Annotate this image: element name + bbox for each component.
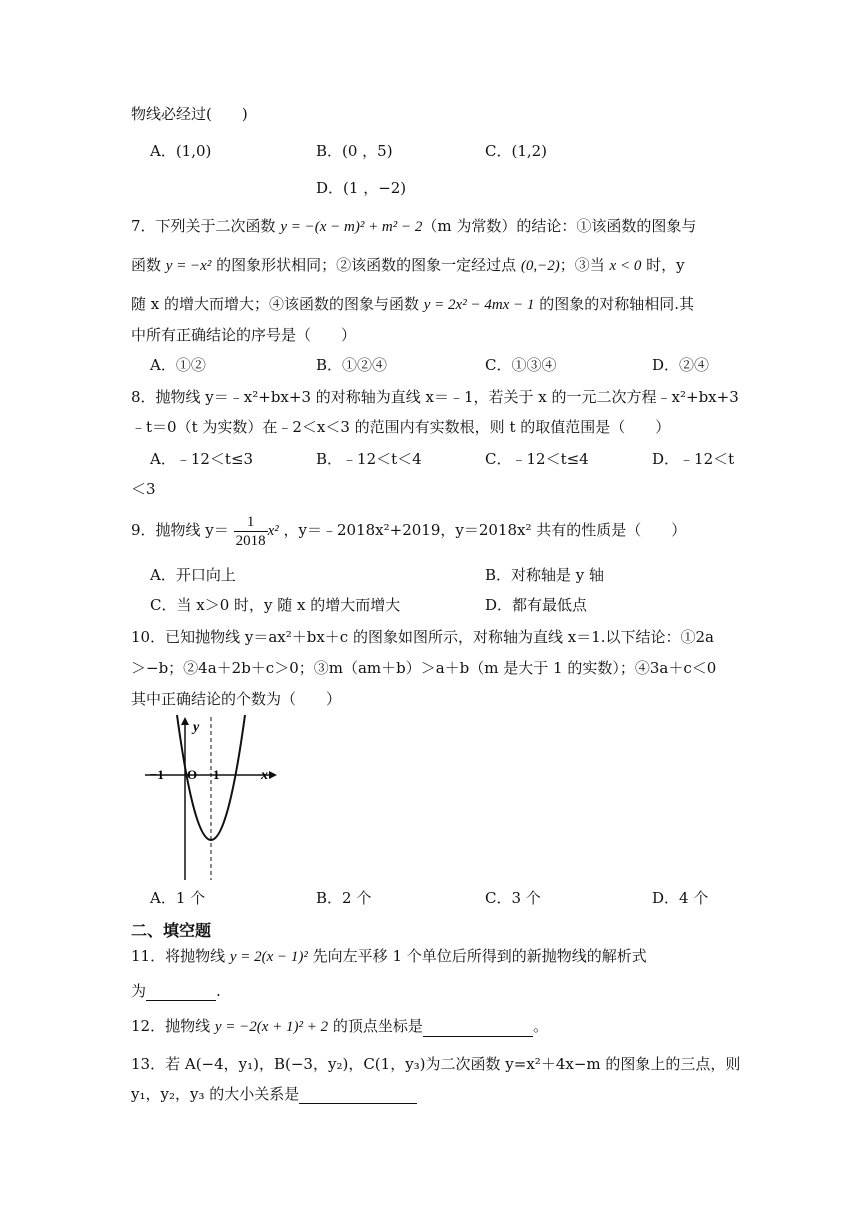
q11-line-2: 为 . xyxy=(131,982,221,1000)
q8-option-c: C．﹣12＜t≤4 xyxy=(485,450,589,468)
q10-line-1: 10．已知抛物线 y＝ax²＋bx＋c 的图象如图所示，对称轴为直线 x＝1.以下结论：①2a xyxy=(131,628,715,646)
y-axis-arrow xyxy=(181,717,189,725)
q7-line-3: 随 x 的增大而增大；④该函数的图象与函数 y = 2x² − 4mx − 1 的图象的对称轴相同.其 xyxy=(131,295,694,313)
q8-option-d: D．﹣12＜t xyxy=(652,450,735,468)
tick-neg1-label: −1 xyxy=(150,767,164,782)
q10-line-2: ＞−b；②4a＋2b＋c＞0；③m（am＋b）＞a＋b（m 是大于 1 的实数）；④3a＋c＜0 xyxy=(131,659,717,677)
q13-line-2: y₁，y₂，y₃ 的大小关系是 xyxy=(131,1084,417,1104)
parabola-graph xyxy=(145,715,280,883)
q6-option-a: A．(1,0) xyxy=(150,142,212,160)
q7-line-1: 7．下列关于二次函数 y = −(x − m)² + m² − 2（m 为常数）的结论：①该函数的图象与 xyxy=(131,217,697,235)
q11-answer-blank[interactable] xyxy=(146,984,216,1001)
q9-option-b: B．对称轴是 y 轴 xyxy=(485,566,605,584)
q7-line-4: 中所有正确结论的序号是（ ） xyxy=(131,326,357,344)
q11-line-1: 11．将抛物线 y = 2(x − 1)² 先向左平移 1 个单位后所得到的新抛物线的解析式 xyxy=(131,947,647,965)
x-axis-arrow xyxy=(269,771,277,779)
q7-line-2: 函数 y = −x² 的图象形状相同；②该函数的图象一定经过点 (0,−2)；③当 x < 0 时，y xyxy=(131,256,685,274)
x-axis-label: x xyxy=(261,768,268,783)
q10-option-d: D．4 个 xyxy=(652,889,709,907)
q9-option-d: D．都有最低点 xyxy=(485,596,588,614)
q8-line-1: 8．抛物线 y＝﹣x²+bx+3 的对称轴为直线 x＝﹣1，若关于 x 的一元二次方程﹣x²+bx+3 xyxy=(131,388,739,406)
q9-option-c: C．当 x＞0 时，y 随 x 的增大而增大 xyxy=(150,596,401,614)
q7-option-c: C．①③④ xyxy=(485,356,557,374)
q9-line-1: 9．抛物线 y＝ $\frac{1}{2018}$ x² ，y＝﹣2018x²+2019，y＝2018x² 共有的性质是（ ） xyxy=(131,513,687,549)
q8-option-a: A．﹣12＜t≤3 xyxy=(150,450,254,468)
q13-line-1: 13．若 A(−4，y₁)，B(−3，y₂)，C(1，y₃)为二次函数 y=x²＋4x−m 的图象上的三点，则 xyxy=(131,1055,741,1073)
q9-fraction: $\frac{1}{2018}$ xyxy=(235,513,266,549)
q6-option-d: D．(1 ，−2) xyxy=(316,179,407,197)
section-heading-fill-in: 二、填空题 xyxy=(131,921,212,940)
q10-line-3: 其中正确结论的个数为（ ） xyxy=(131,690,342,708)
q7-option-d: D．②④ xyxy=(652,356,710,374)
q13-answer-blank[interactable] xyxy=(299,1087,417,1104)
q6-option-c: C．(1,2) xyxy=(485,142,548,160)
q6-option-b: B．(0 ，5) xyxy=(316,142,393,160)
q8-line-2: ﹣t＝0（t 为实数）在﹣2＜x＜3 的范围内有实数根，则 t 的取值范围是（ ） xyxy=(131,418,671,436)
q7-option-b: B．①②④ xyxy=(316,356,388,374)
q9-option-a: A．开口向上 xyxy=(150,566,236,584)
q10-option-b: B．2 个 xyxy=(316,889,372,907)
tick-1-label: 1 xyxy=(213,767,220,782)
y-axis-label: y xyxy=(193,720,200,735)
origin-label: O xyxy=(187,767,198,782)
q6-stem-tail: 物线必经过( ) xyxy=(131,105,248,123)
q10-option-c: C．3 个 xyxy=(485,889,541,907)
q8-option-d-continued: ＜3 xyxy=(131,480,156,498)
q8-option-b: B．﹣12＜t＜4 xyxy=(316,450,422,468)
q7-option-a: A．①② xyxy=(150,356,206,374)
q12-answer-blank[interactable] xyxy=(423,1020,533,1037)
q12-line: 12．抛物线 y = −2(x + 1)² + 2 的顶点坐标是 。 xyxy=(131,1017,548,1035)
q10-option-a: A．1 个 xyxy=(150,889,206,907)
